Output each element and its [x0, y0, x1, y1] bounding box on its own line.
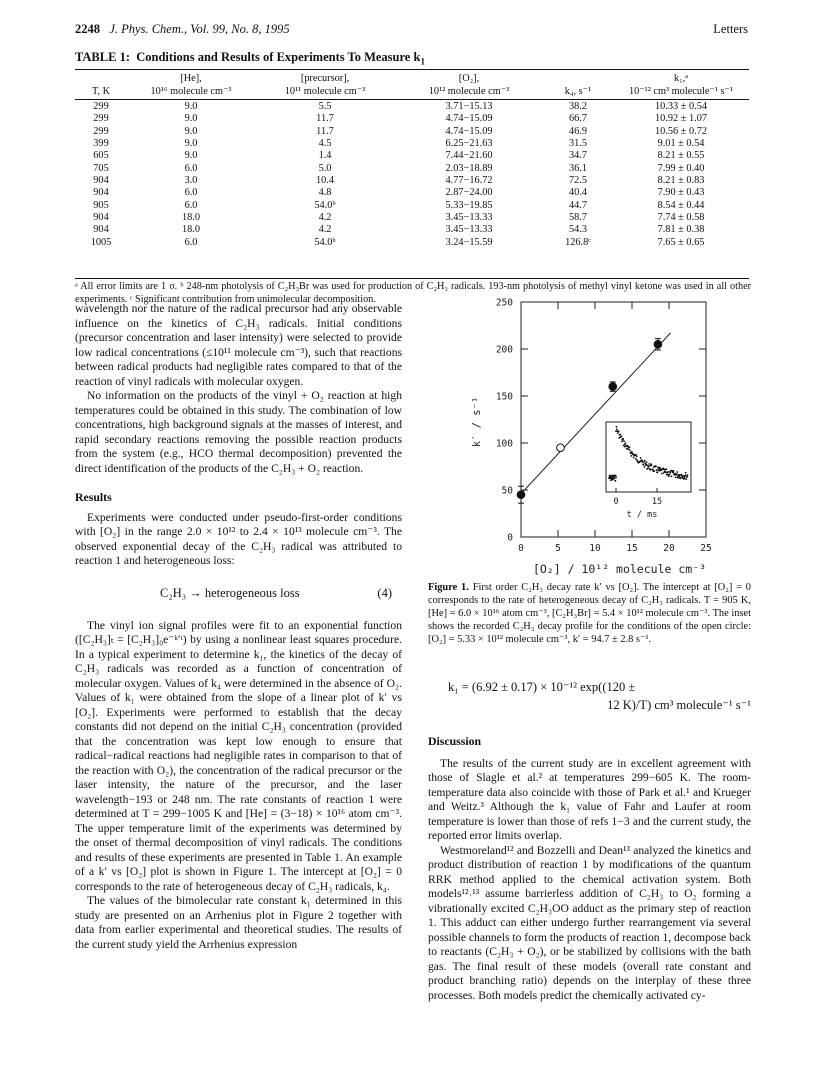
table-cell: 40.4	[568, 187, 588, 199]
table-cell: 299	[93, 125, 109, 137]
table-cell: 44.7	[568, 199, 588, 211]
table-cell: 9.0	[184, 113, 198, 125]
inset-trace-point	[629, 450, 631, 452]
inset-trace-point	[615, 480, 617, 482]
inset-trace-point	[643, 464, 645, 466]
data-point-open	[557, 444, 565, 452]
inset-trace-point	[669, 473, 671, 475]
journal-citation: J. Phys. Chem., Vol. 99, No. 8, 1995	[109, 22, 290, 36]
table-cell: 10.56 ± 0.72	[655, 125, 707, 137]
table-cell: 10.4	[315, 175, 335, 187]
inset-trace-point	[628, 448, 630, 450]
paragraph: No information on the products of the vinyl + O₂ reaction at high temperatures could be obtained in this study. The combination of low concentrations, high background signals at the masses of interest, and rapid secondary reactions removing the possible reaction products from the system (e.g., HCO thermal decomposition) prevented the direct identification of the products of the C₂H₃ + O₂ reaction.	[75, 389, 402, 475]
table-cell: 7.44−21.60	[445, 150, 493, 162]
paragraph: The results of the current study are in excellent agreement with those of Slagle et al.² at temperatures 299−605 K. The room-temperature data also coincide with those of Park et al.¹ and Krueger and Weitz.³ Although the k₁ value of Fahr and Laufer at room temperature is lower than those of refs 1−3 and the current study, the reported error limits overlap.	[428, 756, 751, 842]
inset-trace-point	[648, 465, 650, 467]
table-cell: 299	[93, 101, 109, 113]
x-tick-label: 5	[555, 543, 561, 554]
table-cell: 54.0ᵇ	[314, 199, 336, 211]
inset-trace-point	[673, 470, 675, 472]
inset-trace-point	[649, 469, 651, 471]
inset-trace-point	[629, 446, 631, 448]
inset-trace-point	[685, 472, 687, 474]
table-cell: 9.0	[184, 101, 198, 113]
inset-trace-point	[676, 473, 678, 475]
inset-trace-point	[622, 438, 624, 440]
table-cell: 2.87−24.00	[445, 187, 493, 199]
inset-trace-point	[621, 435, 623, 437]
inset-trace-point	[635, 458, 637, 460]
inset-trace-point	[675, 476, 677, 478]
table-row	[75, 113, 749, 125]
table-cell: 4.77−16.72	[445, 175, 493, 187]
table-row	[75, 150, 749, 162]
x-tick-label: 20	[663, 543, 675, 554]
inset-trace-point	[670, 472, 672, 474]
inset-trace-point	[618, 430, 620, 432]
inset-frame	[606, 422, 691, 492]
table-cell: 36.1	[568, 162, 588, 174]
inset-trace-point	[619, 433, 621, 435]
table-row	[75, 212, 749, 224]
table-cell: 7.65 ± 0.65	[657, 236, 705, 248]
table-cell: 7.74 ± 0.58	[657, 212, 705, 224]
table-row	[75, 187, 749, 199]
column-header: k₄, s⁻¹	[564, 85, 592, 97]
inset-trace-point	[652, 469, 654, 471]
column-header: [precursor], 10¹¹ molecule cm⁻³	[284, 73, 366, 97]
y-tick-label: 100	[495, 438, 513, 450]
table-cell: 1.4	[318, 150, 332, 162]
table-cell: 3.71−15.13	[445, 101, 493, 113]
table-cell: 7.90 ± 0.43	[657, 187, 705, 199]
table-cell: 38.2	[568, 101, 588, 113]
table-cell: 31.5	[568, 138, 588, 150]
table-cell: 4.2	[318, 212, 332, 224]
table-cell: 5.5	[318, 101, 332, 113]
paragraph: Westmoreland¹² and Bozzelli and Dean¹³ analyzed the kinetics and product distribution of reaction 1 by modifications of the quantum RRK method applied to the chemical activation system. Both models¹²˒¹³ assume barrierless addition of C₂H₃ to O₂ forming a vibrationally excited C₂H₃OO adduct as the primary step of reaction 1. This adduct can either undergo further rearrangement via several possible channels to form the products of reaction 1, decompose back to reactants (C₂H₃ + O₂), or be stabilized by collisions with the bath gas. The final result of these models (overall rate constant and product branching ratio) depends on the interplay of these three processes. Both models predict the chemically activated cy-	[428, 843, 751, 1002]
table-row	[75, 126, 749, 138]
table-cell: 34.7	[568, 150, 588, 162]
data-point	[654, 341, 662, 349]
table-cell: 10.92 ± 1.07	[655, 113, 707, 125]
table-cell: 72.5	[568, 175, 588, 187]
inset-trace-point	[651, 464, 653, 466]
table-cell: 2.03−18.89	[445, 162, 493, 174]
x-tick-label: 10	[589, 543, 601, 554]
inset-trace-point	[616, 428, 618, 430]
table-row	[75, 163, 749, 175]
inset-tick-label: 15	[651, 497, 663, 507]
inset-trace-point	[613, 477, 615, 479]
figure-1-plot	[428, 292, 751, 582]
table-rule-bottom	[75, 278, 749, 279]
inset-trace-point	[685, 478, 687, 480]
table-cell: 4.5	[318, 138, 332, 150]
discussion-heading: Discussion	[428, 734, 482, 748]
table-cell: 3.45−13.33	[445, 224, 493, 236]
column-header: [He], 10¹⁶ molecule cm⁻³	[150, 73, 232, 97]
paragraph: The values of the bimolecular rate constant k₁ determined in this study are presented on an Arrhenius plot in Figure 2 together with data from earlier experimental and theoretical studies. The results of the current study yield the Arrhenius expression	[75, 894, 402, 951]
inset-trace-point	[641, 459, 643, 461]
y-tick-label: 50	[501, 485, 513, 497]
table-row	[75, 237, 749, 249]
table-cell: 4.74−15.09	[445, 113, 493, 125]
inset-trace-point	[655, 465, 657, 467]
table-cell: 3.24−15.59	[445, 236, 493, 248]
table-cell: 4.74−15.09	[445, 125, 493, 137]
running-header	[75, 22, 290, 37]
table-cell: 904	[93, 175, 109, 187]
table-row	[75, 224, 749, 236]
inset-tick-label: 0	[613, 497, 619, 507]
column-header: T, K	[91, 85, 111, 97]
table-cell: 10.33 ± 0.54	[655, 101, 707, 113]
table-cell: 58.7	[568, 212, 588, 224]
table-row	[75, 175, 749, 187]
column-header: k₁,ᵃ 10⁻¹² cm³ molecule⁻¹ s⁻¹	[628, 73, 734, 97]
table-cell: 5.0	[318, 162, 332, 174]
table-cell: 399	[93, 138, 109, 150]
inset-axis-label: t / ms	[626, 510, 658, 520]
inset-trace-point	[667, 471, 669, 473]
table-cell: 3.0	[184, 175, 198, 187]
left-column	[75, 302, 402, 952]
table-cell: 9.01 ± 0.54	[657, 138, 705, 150]
table-cell: 9.0	[184, 150, 198, 162]
y-tick-label: 0	[507, 532, 513, 544]
inset-trace-point	[625, 442, 627, 444]
table-cell: 9.0	[184, 125, 198, 137]
table-cell: 904	[93, 224, 109, 236]
column-header: [O₂], 10¹² molecule cm⁻³	[428, 73, 510, 97]
inset-trace-point	[636, 456, 638, 458]
equation-4: C₂H₃ → heterogeneous loss (4)	[160, 585, 392, 600]
inset-trace-point	[648, 463, 650, 465]
x-tick-label: 0	[518, 543, 524, 554]
figure-caption: Figure 1. First order C₂H₃ decay rate k′ vs [O₂]. The intercept at [O₂] = 0 corresponds to the rate of heterogeneous decay of C₂H₃ radicals. T = 905 K, [He] = 6.0 × 10¹⁶ atom cm⁻³, [C₂H₃Br] = 5.4 × 10¹² molecule cm⁻³. The inset shows the recorded C₂H₃ decay profile for the conditions of the open circle: [O₂] = 5.33 × 10¹² molecule cm⁻³, k′ = 94.7 ± 2.8 s⁻¹.	[428, 582, 751, 645]
table-caption: TABLE 1: Conditions and Results of Experiments To Measure $k_1$	[75, 50, 425, 67]
inset-trace-point	[657, 472, 659, 474]
inset-trace-point	[643, 466, 645, 468]
table-cell: 18.0	[181, 212, 201, 224]
x-axis-label: [O₂] / 10¹² molecule cm⁻³	[532, 562, 707, 576]
inset-trace-point	[676, 471, 678, 473]
table-cell: 605	[93, 150, 109, 162]
table-cell: 8.21 ± 0.83	[657, 175, 705, 187]
results-table	[75, 70, 749, 249]
table-cell: 126.8ᶜ	[565, 236, 591, 248]
table-row	[75, 98, 749, 113]
arrhenius-eq-line1: k₁ = (6.92 ± 0.17) × 10⁻¹² exp((120 ±	[448, 680, 636, 694]
inset-trace-point	[616, 426, 618, 428]
right-column	[428, 680, 751, 1003]
table-cell: 4.2	[318, 224, 332, 236]
data-point	[609, 383, 617, 391]
paragraph: Experiments were conducted under pseudo-first-order conditions with [O₂] in the range 2.0 × 10¹² to 2.4 × 10¹³ molecule cm⁻³. The observed exponential decay of the C₂H₃ radical was attributed to reaction 1 and heterogeneous loss:	[75, 510, 402, 567]
table-cell: 6.25−21.63	[445, 138, 493, 150]
table-cell: 66.7	[568, 113, 588, 125]
inset-trace-point	[615, 475, 617, 477]
inset-trace-point	[633, 457, 635, 459]
results-heading: Results	[75, 490, 112, 504]
table-cell: 8.54 ± 0.44	[657, 199, 705, 211]
inset-trace-point	[656, 469, 658, 471]
table-row	[75, 200, 749, 212]
table-row	[75, 138, 749, 150]
inset-trace-point	[615, 477, 617, 479]
x-tick-label: 15	[626, 543, 638, 554]
inset-trace-point	[687, 474, 689, 476]
table-cell: 4.8	[318, 187, 332, 199]
x-tick-label: 25	[700, 543, 712, 554]
table-cell: 1005	[90, 236, 112, 248]
table-cell: 3.45−13.33	[445, 212, 493, 224]
arrhenius-eq-line2: 12 K)/T) cm³ molecule⁻¹ s⁻¹	[607, 697, 751, 712]
figure-1-axes	[471, 298, 712, 577]
table-cell: 54.0ᵇ	[314, 236, 336, 248]
table-cell: 904	[93, 212, 109, 224]
table-cell: 18.0	[181, 224, 201, 236]
inset-trace-point	[644, 460, 646, 462]
inset-trace-point	[646, 461, 648, 463]
y-tick-label: 250	[495, 297, 513, 309]
table-cell: 7.81 ± 0.38	[657, 224, 705, 236]
table-cell: 5.33−19.85	[445, 199, 493, 211]
table-cell: 705	[93, 162, 109, 174]
table-cell: 11.7	[316, 125, 334, 137]
table-cell: 299	[93, 113, 109, 125]
table-cell: 6.0	[184, 199, 198, 211]
inset-trace-point	[623, 440, 625, 442]
y-axis-label: k′ / s⁻¹	[471, 396, 483, 448]
paragraph: The vinyl ion signal profiles were fit to an exponential function ([C₂H₃]ₜ = [C₂H₃]₀e⁻ᵏ′ᵗ) by using a nonlinear least squares procedure. In a typical experiment to determine k₁, the kinetics of the decay of C₂H₃ radicals was recorded as a function of concentration of molecular oxygen. Values of k₄ were determined in the absence of O₂. Values of k₁ were obtained from the slope of a linear plot of k′ vs [O₂]. Experiments were performed to establish that the decay constants did not depend on the initial C₂H₃ concentration (provided that the concentration was kept low enough to ensure that radical−radical reactions had negligible rates in comparison to that of the reaction with O₂), the concentration of the radical precursor or the laser intensity, the nature of the precursor, and the laser wavelength−193 or 248 nm. The rate constants of reaction 1 were determined at T = 299−1005 K and [He] = (3−18) × 10¹⁶ atom cm⁻³. The upper temperature limit of the experiments was determined by the onset of thermal decomposition of vinyl radicals. The conditions and results of these experiments are presented in Table 1. An example of a k′ vs [O₂] plot is shown in Figure 1. The intercept at [O₂] = 0 corresponds to the rate of heterogeneous decay of C₂H₃ radicals, k₄.	[75, 618, 402, 893]
paragraph: wavelength nor the nature of the radical precursor had any observable influence on the kinetics of C₂H₃ radicals. Initial conditions (precursor concentration and laser intensity) were selected to provide low radical concentrations (≤10¹¹ molecule cm⁻³), such that reactions between radical products had negligible rates compared to that of the reaction of vinyl radicals with molecular oxygen.	[75, 302, 402, 388]
data-point	[517, 491, 525, 499]
page-number: 2248	[75, 22, 100, 36]
table-cell: 905	[93, 199, 109, 211]
table-cell: 904	[93, 187, 109, 199]
inset-trace-point	[661, 473, 663, 475]
inset-trace-point	[617, 432, 619, 434]
table-cell: 8.21 ± 0.55	[657, 150, 705, 162]
inset-trace-point	[647, 468, 649, 470]
table-footnote: ᵃ All error limits are 1 σ. ᵇ 248-nm photolysis of C₂H₃Br was used for production of C₂H₃ radicals. 193-nm photolysis of methyl vinyl ketone was used in all other experiments. ᶜ Significant contribution from unimolecular decomposition.	[75, 281, 751, 305]
section-label: Letters	[713, 22, 748, 36]
y-tick-label: 150	[495, 391, 513, 403]
inset-trace-point	[630, 455, 632, 457]
table-cell: 6.0	[184, 187, 198, 199]
table-cell: 11.7	[316, 113, 334, 125]
inset-trace-point	[666, 468, 668, 470]
table-cell: 54.3	[568, 224, 588, 236]
inset-trace-point	[686, 476, 688, 478]
inset-trace-point	[653, 470, 655, 472]
inset-trace-point	[640, 457, 642, 459]
inset-trace-point	[672, 472, 674, 474]
inset-trace-point	[670, 475, 672, 477]
y-tick-label: 200	[495, 344, 513, 356]
table-cell: 46.9	[568, 125, 588, 137]
table-cell: 6.0	[184, 162, 198, 174]
table-cell: 6.0	[184, 236, 198, 248]
table-cell: 9.0	[184, 138, 198, 150]
table-cell: 7.99 ± 0.40	[657, 162, 705, 174]
